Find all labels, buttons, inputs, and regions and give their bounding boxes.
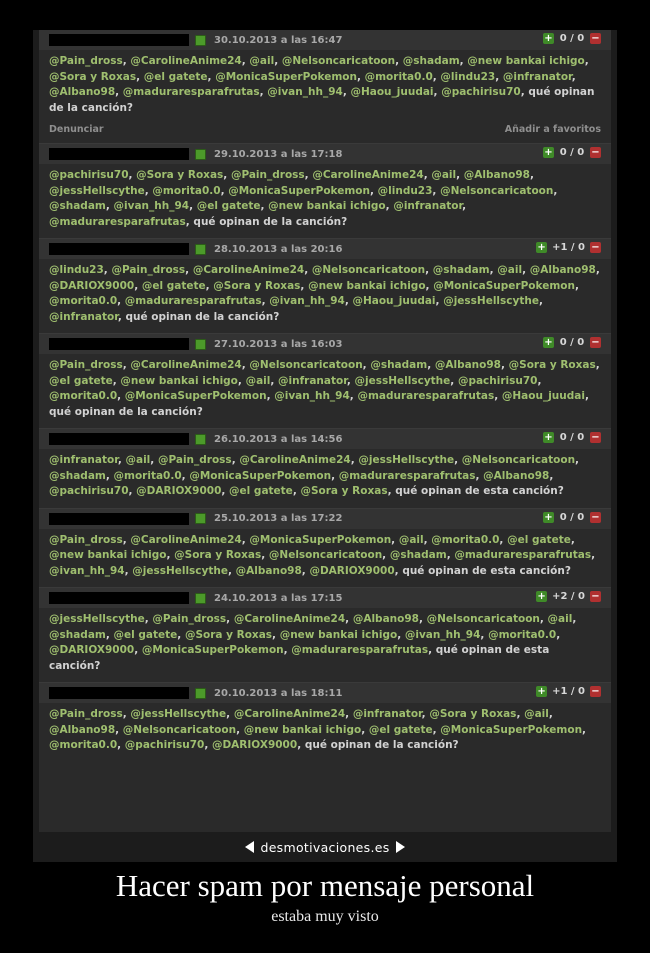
user-mention-link[interactable]: @Nelsoncaricatoon <box>268 549 383 561</box>
comment-item <box>39 588 611 683</box>
vote-down-icon[interactable]: − <box>591 432 600 443</box>
user-mention-link[interactable]: @Sora y Roxas <box>49 70 137 83</box>
user-mention-link[interactable]: @CarolineAnime24 <box>192 264 305 276</box>
vote-up-icon[interactable]: + <box>544 511 553 523</box>
right-arrow-icon <box>396 841 405 853</box>
author-name-redacted[interactable] <box>49 34 189 46</box>
online-status-icon <box>195 688 206 699</box>
comment-text: @jessHellscythe, @Pain_dross, @CarolineAnime24, @Albano98, @Nelsoncaricatoon, @ail, @shadam, @el gatete, @Sora y Roxas, @new bankai ichigo, @ivan_hh_94, @morita0.0, @DARIOX9000, @MonicaSuperPokemon, @maduraresparafrutas, qué opinan de esta canción? <box>49 613 577 672</box>
page-title: Hacer spam por mensaje personal <box>115 868 535 903</box>
user-mention-link[interactable]: @new bankai ichigo <box>467 55 585 67</box>
user-mention-link[interactable]: @shadam <box>49 200 106 212</box>
user-mention-link[interactable]: @morita0.0 <box>49 295 118 307</box>
comment-item <box>39 334 611 429</box>
vote-up-icon[interactable]: + <box>537 242 546 253</box>
user-mention-link[interactable]: @morita0.0 <box>152 184 221 197</box>
vote-up-icon[interactable]: + <box>544 337 553 348</box>
vote-up-icon[interactable]: + <box>537 686 546 697</box>
user-mention-link[interactable]: @Pain_dross <box>49 55 123 67</box>
vote-control <box>543 147 601 158</box>
user-mention-link[interactable]: @el gatete <box>368 723 433 736</box>
user-mention-link[interactable]: @Pain_dross <box>49 708 123 720</box>
author-name-redacted[interactable] <box>49 243 189 255</box>
vote-control <box>536 591 601 602</box>
user-mention-link[interactable]: @ail <box>398 533 424 546</box>
user-mention-link[interactable]: @jessHellscythe <box>358 454 455 466</box>
user-mention-link[interactable]: @Sora y Roxas <box>300 485 388 497</box>
user-mention-link[interactable]: @jessHellscythe <box>132 564 228 577</box>
user-mention-link[interactable]: @jessHellscythe <box>49 184 145 197</box>
user-mention-link[interactable]: @el gatete <box>113 628 178 641</box>
vote-up-icon[interactable]: + <box>544 147 553 158</box>
user-mention-link[interactable]: @infranator <box>352 708 422 720</box>
comment-text: @Pain_dross, @CarolineAnime24, @ail, @Nelsoncaricatoon, @shadam, @new bankai ichigo, @Sora y Roxas, @el gatete, @MonicaSuperPokemon, @morita0.0, @lindu23, @infranator, @Albano98, @maduraresparafrutas, @ivan_hh_94, @Haou_juudai, @pachirisu70, qué opinan de la canción? <box>49 55 595 114</box>
add-to-favorites-link[interactable]: Añadir a favoritos <box>504 124 601 135</box>
comment-timestamp: 28.10.2013 a las 20:16 <box>214 243 343 255</box>
user-mention-link[interactable]: @el gatete <box>507 533 571 546</box>
user-mention-link[interactable]: @CarolineAnime24 <box>130 533 242 546</box>
user-mention-link[interactable]: @ivan_hh_94 <box>267 86 343 98</box>
online-status-icon <box>195 339 206 350</box>
user-mention-link[interactable]: @ail <box>125 454 151 466</box>
comment-timestamp: 25.10.2013 a las 17:22 <box>214 513 343 524</box>
user-mention-link[interactable]: @MonicaSuperPokemon <box>433 279 575 292</box>
user-mention-link[interactable]: @Nelsoncaricatoon <box>281 55 396 67</box>
user-mention-link[interactable]: @ivan_hh_94 <box>113 200 190 212</box>
user-mention-link[interactable]: @morita0.0 <box>364 70 433 83</box>
comment-item <box>39 30 611 144</box>
page-subtitle: estaba muy visto <box>271 908 379 925</box>
user-mention-link[interactable]: @el gatete <box>49 374 113 387</box>
user-mention-link[interactable]: @MonicaSuperPokemon <box>124 390 267 402</box>
comment-header <box>39 239 611 259</box>
user-mention-link[interactable]: @lindu23 <box>440 70 496 83</box>
vote-count: 0 / 0 <box>559 147 585 158</box>
user-mention-link[interactable]: @Sora y Roxas <box>213 279 301 292</box>
vote-count: 0 / 0 <box>559 511 585 523</box>
user-mention-link[interactable]: @ail <box>547 613 573 625</box>
user-mention-link[interactable]: @ivan_hh_94 <box>269 295 345 307</box>
author-name-redacted[interactable] <box>49 148 189 160</box>
comment-header <box>39 683 611 703</box>
user-mention-link[interactable]: @jessHellscythe <box>49 613 145 625</box>
user-mention-link[interactable]: @pachirisu70 <box>49 485 129 497</box>
user-mention-link[interactable]: @morita0.0 <box>431 533 500 546</box>
user-mention-link[interactable]: @el gatete <box>143 70 208 83</box>
user-mention-link[interactable]: @new bankai ichigo <box>308 279 426 292</box>
user-mention-link[interactable]: @shadam <box>370 359 428 371</box>
comments-panel <box>33 30 617 862</box>
user-mention-link[interactable]: @el gatete <box>229 485 293 497</box>
user-mention-link[interactable]: @Pain_dross <box>152 613 227 625</box>
user-mention-link[interactable]: @Albano98 <box>463 169 530 181</box>
user-mention-link[interactable]: @maduraresparafrutas <box>338 469 476 482</box>
vote-down-icon[interactable]: − <box>591 591 600 602</box>
user-mention-link[interactable]: @pachirisu70 <box>457 374 538 387</box>
user-mention-link[interactable]: @ivan_hh_94 <box>404 628 481 641</box>
user-mention-link[interactable]: @Albano98 <box>529 264 596 276</box>
user-mention-link[interactable]: @shadam <box>432 264 490 276</box>
comment-timestamp: 27.10.2013 a las 16:03 <box>214 338 343 350</box>
user-mention-link[interactable]: @ivan_hh_94 <box>49 564 125 577</box>
comment-timestamp: 26.10.2013 a las 14:56 <box>214 433 343 445</box>
user-mention-link[interactable]: @pachirisu70 <box>49 169 129 181</box>
vote-count: +1 / 0 <box>552 242 585 253</box>
author-name-redacted[interactable] <box>49 513 189 525</box>
user-mention-link[interactable]: @maduraresparafrutas <box>49 215 186 228</box>
user-mention-link[interactable]: @Haou_juudai <box>352 295 436 307</box>
site-brand-bar <box>33 832 617 862</box>
comment-text: @lindu23, @Pain_dross, @CarolineAnime24, @Nelsoncaricatoon, @shadam, @ail, @Albano98, @DARIOX9000, @el gatete, @Sora y Roxas, @new bankai ichigo, @MonicaSuperPokemon, @morita0.0, @maduraresparafrutas, @ivan_hh_94, @Haou_juudai, @jessHellscythe, @infranator, qué opinan de la canción? <box>49 264 600 323</box>
user-mention-link[interactable]: @pachirisu70 <box>441 86 521 98</box>
comment-item <box>39 683 611 762</box>
user-mention-link[interactable]: @Sora y Roxas <box>174 549 262 561</box>
user-mention-link[interactable]: @infranator <box>278 374 347 387</box>
comment-header <box>39 429 611 449</box>
user-mention-link[interactable]: @jessHellscythe <box>130 708 227 720</box>
author-name-redacted[interactable] <box>49 592 189 604</box>
user-mention-link[interactable]: @Pain_dross <box>157 454 232 466</box>
comment-header <box>39 334 611 354</box>
user-mention-link[interactable]: @maduraresparafrutas <box>124 295 262 307</box>
comment-text: @Pain_dross, @jessHellscythe, @CarolineAnime24, @infranator, @Sora y Roxas, @ail, @Albano98, @Nelsoncaricatoon, @new bankai ichigo, @el gatete, @MonicaSuperPokemon, @morita0.0, @pachirisu70, @DARIOX9000, qué opinan de la canción? <box>49 708 587 751</box>
user-mention-link[interactable]: @lindu23 <box>377 184 433 197</box>
online-status-icon <box>195 244 206 255</box>
comment-header <box>39 509 611 529</box>
user-mention-link[interactable]: @Albano98 <box>483 469 550 482</box>
online-status-icon <box>195 35 206 46</box>
user-mention-link[interactable]: @Nelsoncaricatoon <box>311 264 426 276</box>
user-mention-link[interactable]: @new bankai ichigo <box>120 374 238 387</box>
user-mention-link[interactable]: @ivan_hh_94 <box>274 390 350 402</box>
user-mention-link[interactable]: @morita0.0 <box>488 628 557 641</box>
user-mention-link[interactable]: @jessHellscythe <box>443 295 539 307</box>
user-mention-link[interactable]: @pachirisu70 <box>124 739 205 751</box>
vote-up-icon[interactable]: + <box>544 33 553 44</box>
user-mention-link[interactable]: @jessHellscythe <box>354 374 451 387</box>
vote-up-icon[interactable]: + <box>544 432 553 443</box>
vote-count: 0 / 0 <box>559 432 585 443</box>
comment-item <box>39 239 611 334</box>
user-mention-link[interactable]: @MonicaSuperPokemon <box>228 184 370 197</box>
user-mention-link[interactable]: @CarolineAnime24 <box>130 359 242 371</box>
vote-control <box>536 242 601 253</box>
user-mention-link[interactable]: @maduraresparafrutas <box>454 549 592 561</box>
vote-control <box>543 33 601 44</box>
vote-count: 0 / 0 <box>559 337 585 348</box>
comment-header <box>39 144 611 164</box>
vote-down-icon[interactable]: − <box>591 686 600 697</box>
author-name-redacted[interactable] <box>49 338 189 350</box>
user-mention-link[interactable]: @shadam <box>389 549 447 561</box>
user-mention-link[interactable]: @infranator <box>49 310 118 323</box>
vote-control <box>543 432 601 443</box>
vote-down-icon[interactable]: − <box>591 337 600 348</box>
user-mention-link[interactable]: @Nelsoncaricatoon <box>426 613 540 625</box>
user-mention-link[interactable]: @infranator <box>49 454 118 466</box>
brand-pill <box>245 840 404 855</box>
user-mention-link[interactable]: @Albano98 <box>352 613 419 625</box>
user-mention-link[interactable]: @MonicaSuperPokemon <box>440 723 583 736</box>
user-mention-link[interactable]: @lindu23 <box>49 264 104 276</box>
user-mention-link[interactable]: @shadam <box>49 469 106 482</box>
user-mention-link[interactable]: @morita0.0 <box>113 469 182 482</box>
user-mention-link[interactable]: @Pain_dross <box>111 264 186 276</box>
user-mention-link[interactable]: @Pain_dross <box>49 359 123 371</box>
user-mention-link[interactable]: @maduraresparafrutas <box>122 86 260 98</box>
comment-header <box>39 30 611 50</box>
comment-timestamp: 29.10.2013 a las 17:18 <box>214 148 343 160</box>
comment-header <box>39 588 611 608</box>
comment-text: @Pain_dross, @CarolineAnime24, @MonicaSuperPokemon, @ail, @morita0.0, @el gatete, @new bankai ichigo, @Sora y Roxas, @Nelsoncaricatoon, @shadam, @maduraresparafrutas, @ivan_hh_94, @jessHellscythe, @Albano98, @DARIOX9000, qué opinan de esta canción? <box>49 533 596 577</box>
vote-count: 0 / 0 <box>559 33 585 44</box>
user-mention-link[interactable]: @Nelsoncaricatoon <box>440 184 554 197</box>
user-mention-link[interactable]: @Nelsoncaricatoon <box>249 359 363 371</box>
user-mention-link[interactable]: @new bankai ichigo <box>243 723 362 736</box>
vote-count: +1 / 0 <box>552 686 585 697</box>
user-mention-link[interactable]: @Nelsoncaricatoon <box>122 723 237 736</box>
user-mention-link[interactable]: @CarolineAnime24 <box>233 708 346 720</box>
user-mention-link[interactable]: @DARIOX9000 <box>211 739 298 751</box>
user-mention-link[interactable]: @el gatete <box>196 200 261 212</box>
vote-down-icon[interactable]: − <box>591 33 600 44</box>
user-mention-link[interactable]: @CarolineAnime24 <box>312 169 424 181</box>
user-mention-link[interactable]: @Nelsoncaricatoon <box>461 454 576 466</box>
author-name-redacted[interactable] <box>49 687 189 699</box>
online-status-icon <box>195 513 206 524</box>
user-mention-link[interactable]: @CarolineAnime24 <box>239 454 351 466</box>
user-mention-link[interactable]: @morita0.0 <box>49 739 118 751</box>
user-mention-link[interactable]: @Haou_juudai <box>501 390 585 402</box>
vote-control <box>536 686 601 697</box>
vote-down-icon[interactable]: − <box>591 242 600 253</box>
user-mention-link[interactable]: @ail <box>524 708 549 720</box>
comment-text: @pachirisu70, @Sora y Roxas, @Pain_dross, @CarolineAnime24, @ail, @Albano98, @jessHellscythe, @morita0.0, @MonicaSuperPokemon, @lindu23, @Nelsoncaricatoon, @shadam, @ivan_hh_94, @el gatete, @new bankai ichigo, @infranator, @maduraresparafrutas, qué opinan de la canción? <box>49 169 558 228</box>
user-mention-link[interactable]: @ail <box>245 374 271 387</box>
user-mention-link[interactable]: @shadam <box>49 628 106 641</box>
online-status-icon <box>195 434 206 445</box>
user-mention-link[interactable]: @MonicaSuperPokemon <box>141 644 284 656</box>
user-mention-link[interactable]: @new bankai ichigo <box>279 628 398 641</box>
vote-down-icon[interactable]: − <box>591 511 600 523</box>
online-status-icon <box>195 149 206 160</box>
vote-down-icon[interactable]: − <box>591 147 600 158</box>
user-mention-link[interactable]: @ail <box>497 264 523 276</box>
vote-control <box>543 512 601 523</box>
user-mention-link[interactable]: @Pain_dross <box>230 169 305 181</box>
report-link[interactable]: Denunciar <box>49 124 104 135</box>
user-mention-link[interactable]: @shadam <box>402 55 460 67</box>
user-mention-link[interactable]: @Sora y Roxas <box>184 628 273 641</box>
user-mention-link[interactable]: @MonicaSuperPokemon <box>189 469 332 482</box>
user-mention-link[interactable]: @Albano98 <box>49 723 116 736</box>
comment-item <box>39 509 611 589</box>
user-mention-link[interactable]: @MonicaSuperPokemon <box>215 70 357 83</box>
user-mention-link[interactable]: @DARIOX9000 <box>136 485 222 497</box>
comments-list <box>39 30 611 762</box>
user-mention-link[interactable]: @infranator <box>393 200 463 212</box>
online-status-icon <box>195 593 206 604</box>
user-mention-link[interactable]: @maduraresparafrutas <box>357 390 495 402</box>
comment-timestamp: 30.10.2013 a las 16:47 <box>214 34 343 46</box>
brand-name: desmotivaciones.es <box>260 839 390 855</box>
user-mention-link[interactable]: @Haou_juudai <box>350 86 434 98</box>
user-mention-link[interactable]: @DARIOX9000 <box>49 279 135 292</box>
user-mention-link[interactable]: @Pain_dross <box>49 533 123 546</box>
comment-timestamp: 20.10.2013 a las 18:11 <box>214 687 343 699</box>
user-mention-link[interactable]: @Sora y Roxas <box>429 708 517 720</box>
user-mention-link[interactable]: @el gatete <box>141 279 206 292</box>
user-mention-link[interactable]: @DARIOX9000 <box>49 644 135 656</box>
comment-text: @Pain_dross, @CarolineAnime24, @Nelsoncaricatoon, @shadam, @Albano98, @Sora y Roxas, @el gatete, @new bankai ichigo, @ail, @infranator, @jessHellscythe, @pachirisu70, @morita0.0, @MonicaSuperPokemon, @ivan_hh_94, @maduraresparafrutas, @Haou_juudai, qué opinan de la canción? <box>49 359 600 418</box>
comment-item <box>39 429 611 509</box>
user-mention-link[interactable]: @infranator <box>502 70 572 83</box>
comment-text: @infranator, @ail, @Pain_dross, @CarolineAnime24, @jessHellscythe, @Nelsoncaricatoon, @shadam, @morita0.0, @MonicaSuperPokemon, @maduraresparafrutas, @Albano98, @pachirisu70, @DARIOX9000, @el gatete, @Sora y Roxas, qué opinan de esta canción? <box>49 454 580 497</box>
user-mention-link[interactable]: @CarolineAnime24 <box>130 55 242 67</box>
comment-timestamp: 24.10.2013 a las 17:15 <box>214 592 343 604</box>
user-mention-link[interactable]: @maduraresparafrutas <box>291 644 429 656</box>
user-mention-link[interactable]: @CarolineAnime24 <box>233 613 346 625</box>
user-mention-link[interactable]: @Albano98 <box>235 564 302 577</box>
user-mention-link[interactable]: @Albano98 <box>434 359 501 371</box>
left-arrow-icon <box>245 841 254 853</box>
user-mention-link[interactable]: @ail <box>249 55 275 67</box>
vote-control <box>543 337 601 348</box>
user-mention-link[interactable]: @ail <box>431 169 457 181</box>
user-mention-link[interactable]: @morita0.0 <box>49 390 118 402</box>
author-name-redacted[interactable] <box>49 433 189 445</box>
comment-item <box>39 144 611 239</box>
user-mention-link[interactable]: @new bankai ichigo <box>268 200 386 212</box>
user-mention-link[interactable]: @Sora y Roxas <box>136 169 224 181</box>
vote-up-icon[interactable]: + <box>537 591 546 602</box>
vote-count: +2 / 0 <box>552 591 585 602</box>
user-mention-link[interactable]: @Sora y Roxas <box>508 359 596 371</box>
user-mention-link[interactable]: @new bankai ichigo <box>49 549 167 561</box>
comment-actions <box>49 124 601 135</box>
user-mention-link[interactable]: @MonicaSuperPokemon <box>249 533 392 546</box>
user-mention-link[interactable]: @Albano98 <box>49 86 116 98</box>
user-mention-link[interactable]: @DARIOX9000 <box>309 564 395 577</box>
